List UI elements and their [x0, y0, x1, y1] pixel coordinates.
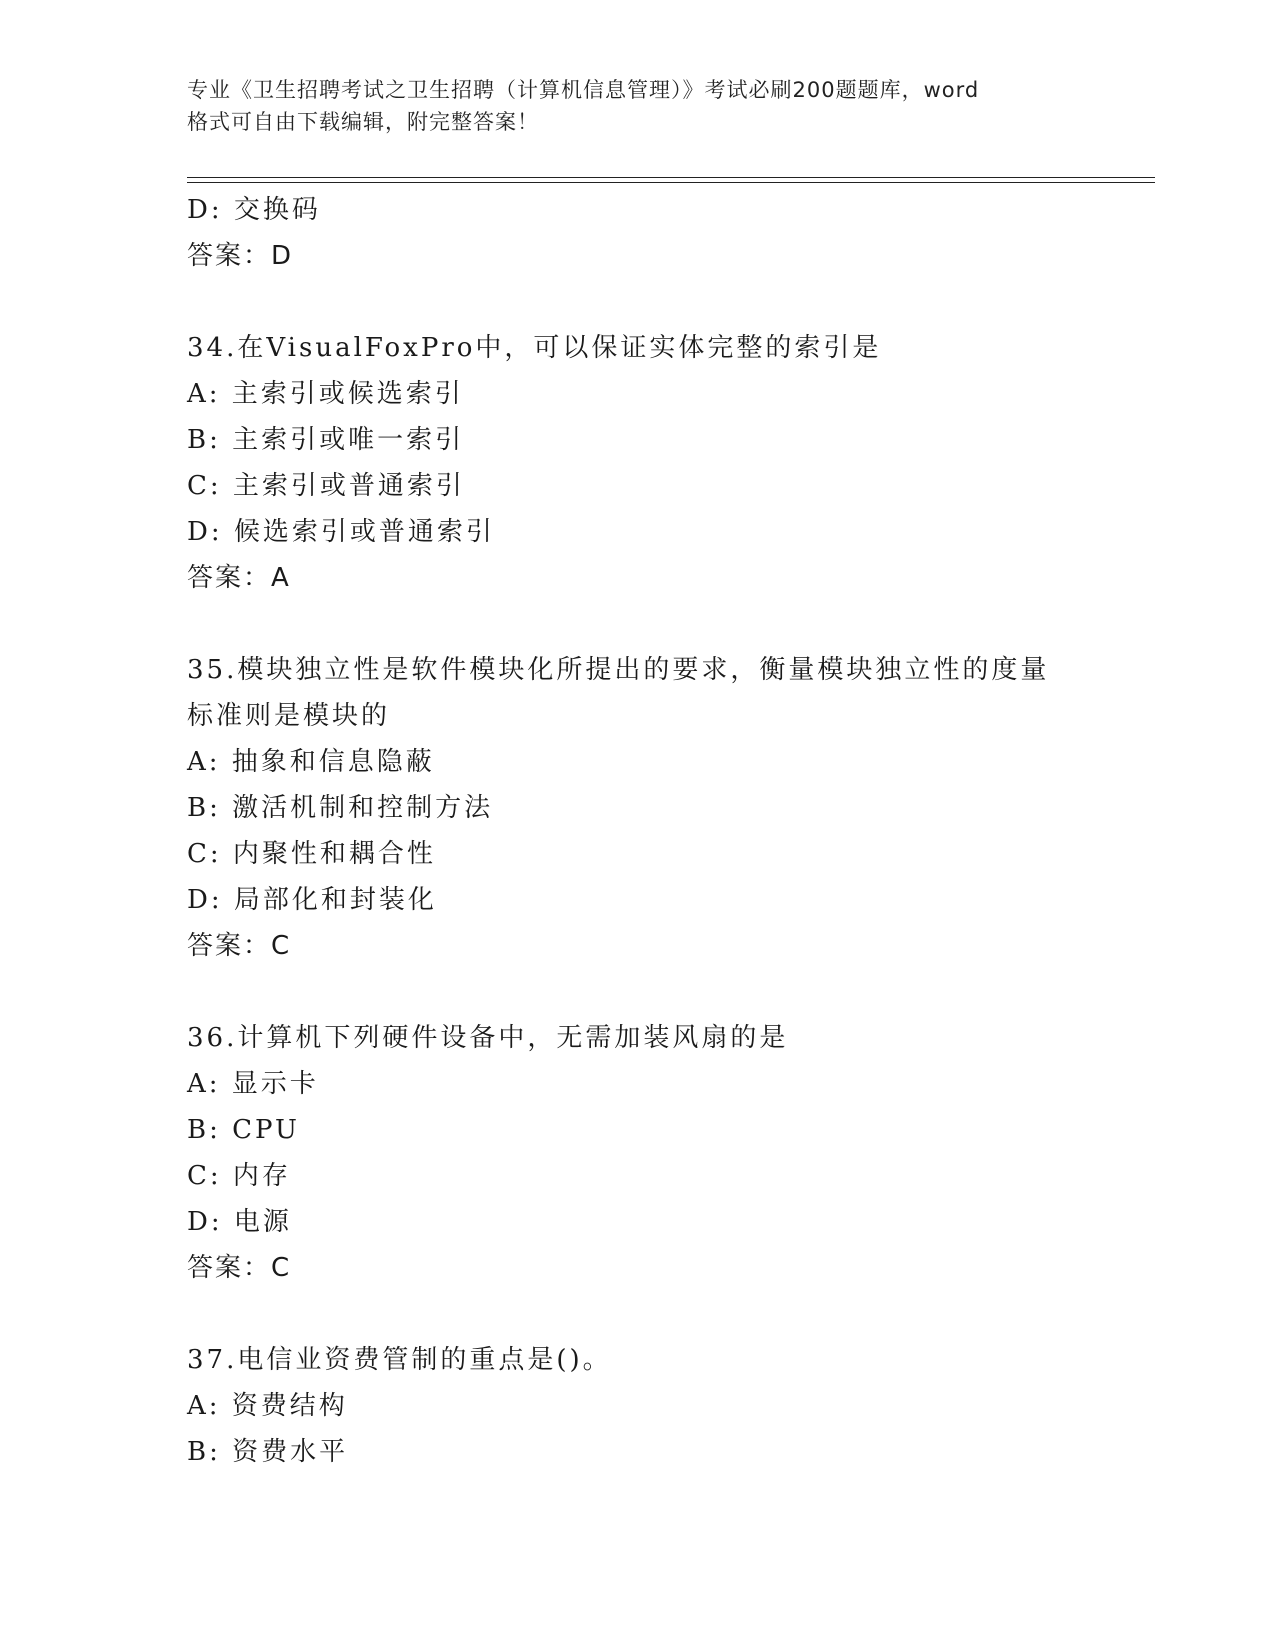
option-a: A: 主索引或候选索引 [187, 379, 464, 409]
header-divider-top [187, 177, 1155, 178]
question-35 [187, 647, 1087, 969]
option-c: C: 主索引或普通索引 [187, 471, 465, 501]
question-stem: 37.电信业资费管制的重点是()。 [187, 1345, 612, 1375]
option-b: B: 激活机制和控制方法 [187, 793, 494, 823]
question-37 [187, 1337, 1087, 1475]
option-a: A: 资费结构 [187, 1391, 348, 1421]
option-b: B: 主索引或唯一索引 [187, 425, 465, 455]
option-c: C: 内聚性和耦合性 [187, 839, 436, 869]
question-stem: 36.计算机下列硬件设备中，无需加装风扇的是 [187, 1023, 789, 1053]
answer-line: 答案：C [187, 931, 292, 961]
document-header [187, 74, 1107, 138]
option-d: D: 候选索引或普通索引 [187, 517, 495, 547]
answer-line: 答案：D [187, 241, 294, 271]
option-d: D: 电源 [187, 1207, 292, 1237]
option-a: A: 抽象和信息隐蔽 [187, 747, 435, 777]
option-a: A: 显示卡 [187, 1069, 319, 1099]
header-line-1: 专业《卫生招聘考试之卫生招聘（计算机信息管理）》考试必刷200题题库，word [187, 78, 980, 102]
question-36 [187, 1015, 1087, 1291]
answer-line: 答案：A [187, 563, 291, 593]
question-stem: 35.模块独立性是软件模块化所提出的要求，衡量模块独立性的度量标准则是模块的 [187, 655, 1050, 731]
answer-line: 答案：C [187, 1253, 292, 1283]
option-d: D: 交换码 [187, 195, 321, 225]
option-b: B: 资费水平 [187, 1437, 349, 1467]
question-34 [187, 325, 1087, 601]
document-body [187, 187, 1087, 1475]
header-line-2: 格式可自由下载编辑，附完整答案！ [187, 110, 539, 134]
option-d: D: 局部化和封装化 [187, 885, 437, 915]
header-divider-bottom [187, 182, 1155, 183]
option-b: B: CPU [187, 1115, 300, 1145]
question-stem: 34.在VisualFoxPro中，可以保证实体完整的索引是 [187, 333, 882, 363]
previous-question-tail [187, 187, 1087, 279]
option-c: C: 内存 [187, 1161, 291, 1191]
